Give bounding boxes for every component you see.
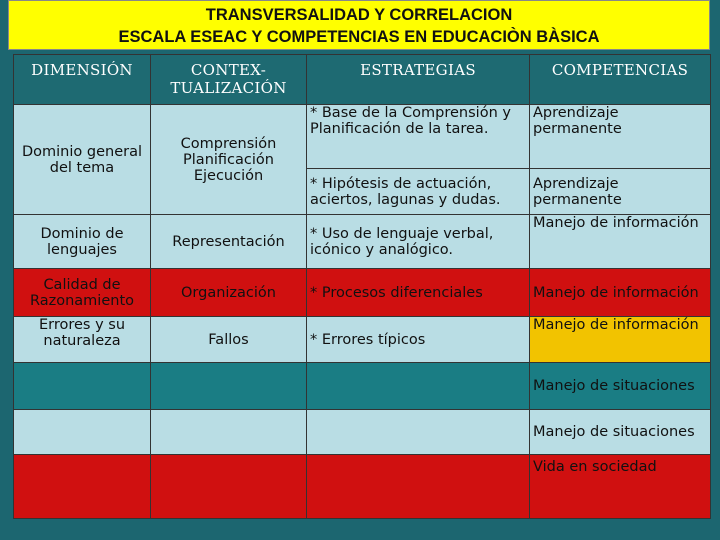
cell-empty <box>307 455 530 519</box>
table-row <box>14 105 711 169</box>
cell-dimension: Errores y su naturaleza <box>14 317 151 363</box>
table-row <box>14 455 711 519</box>
cell-empty <box>151 363 307 410</box>
cell-estrategias: * Procesos diferenciales <box>307 269 530 317</box>
cell-competencias: Aprendizaje permanente <box>530 105 711 169</box>
table-row <box>14 269 711 317</box>
table-row <box>14 363 711 410</box>
cell-dimension: Calidad de Razonamiento <box>14 269 151 317</box>
cell-competencias: Aprendizaje permanente <box>530 169 711 215</box>
header-dimension: DIMENSIÓN <box>14 55 151 105</box>
table-row <box>14 215 711 269</box>
cell-empty <box>307 410 530 455</box>
title-line-1: TRANSVERSALIDAD Y CORRELACION <box>205 6 513 24</box>
cell-empty <box>151 410 307 455</box>
cell-competencias: Manejo de situaciones <box>530 363 711 410</box>
header-competencias: COMPETENCIAS <box>530 55 711 105</box>
cell-contextualizacion: Representación <box>151 215 307 269</box>
table-row <box>14 317 711 363</box>
cell-empty <box>151 455 307 519</box>
cell-competencias: Vida en sociedad <box>530 455 711 519</box>
cell-estrategias: * Hipótesis de actuación, aciertos, lagunas y dudas. <box>307 169 530 215</box>
cell-contextualizacion: Organización <box>151 269 307 317</box>
cell-competencias: Manejo de información <box>530 269 711 317</box>
cell-dimension: Dominio de lenguajes <box>14 215 151 269</box>
header-contextualizacion: CONTEX-TUALIZACIÓN <box>151 55 307 105</box>
table-row <box>14 410 711 455</box>
cell-competencias: Manejo de situaciones <box>530 410 711 455</box>
cell-empty <box>14 410 151 455</box>
header-row <box>14 55 711 105</box>
cell-contextualizacion: Comprensión Planificación Ejecución <box>151 105 307 215</box>
cell-estrategias: * Errores típicos <box>307 317 530 363</box>
slide-title <box>8 0 710 50</box>
cell-dimension: Dominio general del tema <box>14 105 151 215</box>
cell-empty <box>307 363 530 410</box>
cell-estrategias: * Base de la Comprensión y Planificación de la tarea. <box>307 105 530 169</box>
title-line-2: ESCALA ESEAC Y COMPETENCIAS EN EDUCACIÒN BÀSICA <box>118 28 600 46</box>
cell-competencias: Manejo de información <box>530 317 711 363</box>
cell-contextualizacion: Fallos <box>151 317 307 363</box>
cell-competencias: Manejo de información <box>530 215 711 269</box>
competencies-table <box>13 54 711 519</box>
cell-estrategias: * Uso de lenguaje verbal, icónico y analógico. <box>307 215 530 269</box>
cell-empty <box>14 455 151 519</box>
header-estrategias: ESTRATEGIAS <box>307 55 530 105</box>
cell-empty <box>14 363 151 410</box>
